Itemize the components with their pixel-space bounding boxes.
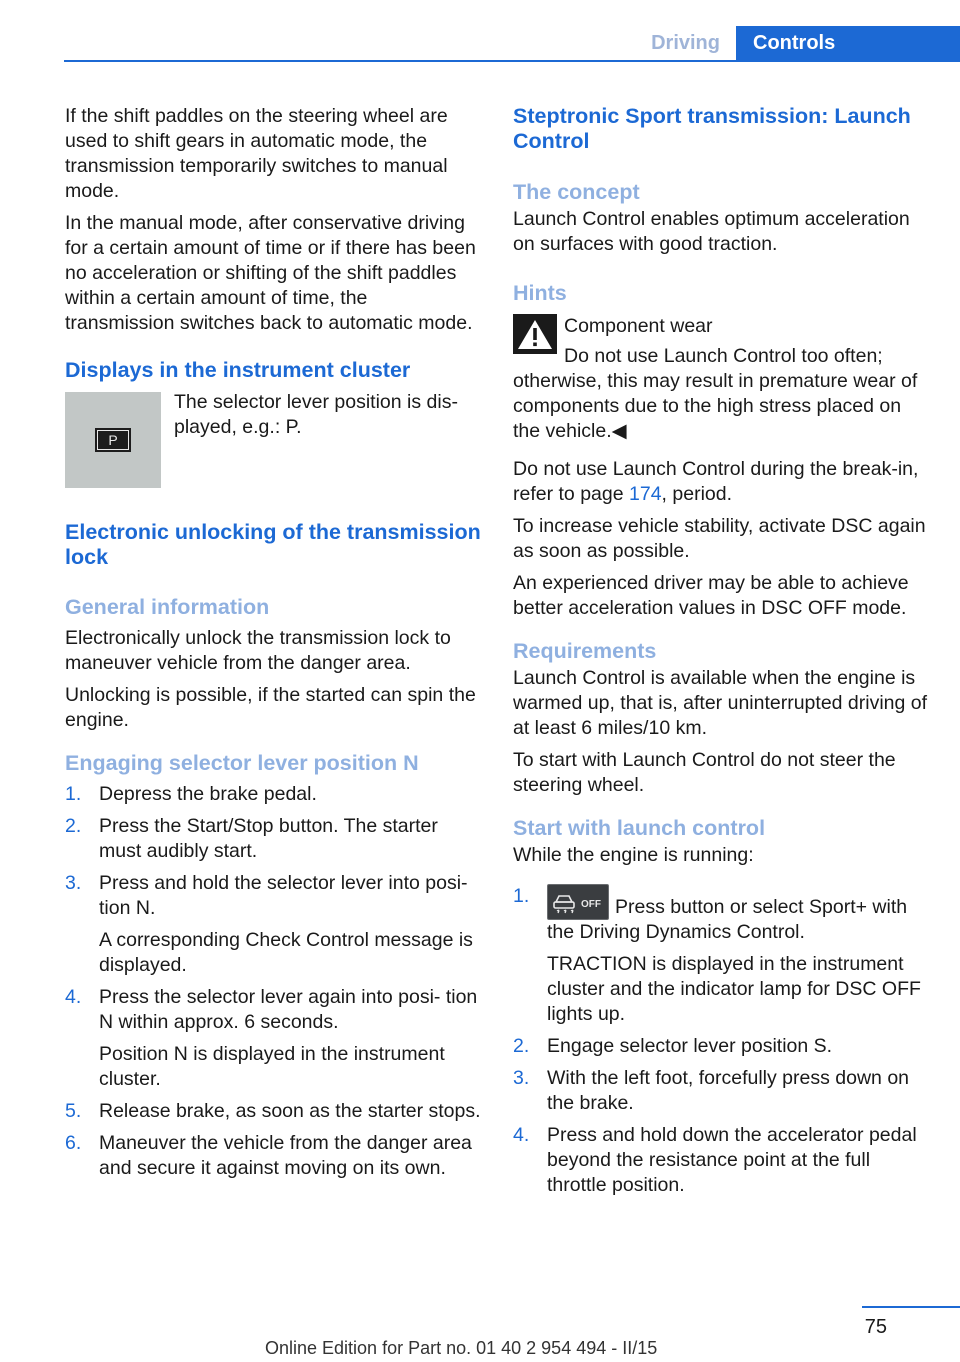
button-label: OFF [581, 899, 601, 910]
paragraph: If the shift paddles on the steering wheel are used to shift gears in automatic mode, the transmission temporarily switches to manual mode. [65, 105, 448, 202]
list-number: 2. [513, 1035, 530, 1057]
heading-engaging-n: Engaging selector lever position N [65, 751, 419, 775]
list-text: Release brake, as soon as the starter stops. [99, 1100, 481, 1122]
page-number: 75 [864, 1316, 887, 1338]
list-subtext: Position N is displayed in the instrument cluster. [99, 1043, 445, 1090]
page-header [64, 26, 960, 62]
left-column [65, 104, 481, 1188]
footer-rule [862, 1306, 960, 1308]
heading-general-information: General information [65, 595, 270, 619]
list-item [513, 884, 929, 1027]
list-item [65, 1131, 481, 1181]
paragraph: Unlocking is possible, if the started can spin the engine. [65, 684, 476, 731]
warning-icon [513, 314, 557, 354]
paragraph: While the engine is running: [513, 844, 754, 866]
heading-launch-control: Steptronic Sport transmission: Launch Control [513, 104, 911, 153]
list-number: 3. [513, 1067, 530, 1089]
list-text: Press and hold the selector lever into posi‐ tion N. [99, 872, 468, 919]
heading-start-launch: Start with launch control [513, 816, 766, 840]
list-text: Engage selector lever position S. [547, 1035, 833, 1057]
heading-requirements: Requirements [513, 639, 657, 663]
list-text: Press the selector lever again into posi‐ tion N within approx. 6 seconds. [99, 986, 478, 1033]
paragraph: To increase vehicle stability, activate DSC again as soon as possible. [513, 515, 926, 562]
warning-hint [513, 314, 929, 339]
section-tab-driving[interactable]: Driving [651, 32, 720, 54]
footer-edition: Online Edition for Part no. 01 40 2 954 494 - II/15 [265, 1338, 658, 1358]
list-subtext: TRACTION is displayed in the instrument cluster and the indicator lamp for DSC OFF lights up. [547, 953, 921, 1025]
text: Do not use Launch Control during the break-in, refer to page [513, 458, 919, 505]
list-item [65, 1099, 481, 1124]
paragraph [513, 457, 929, 507]
list-number: 4. [65, 986, 82, 1008]
car-skid-icon [548, 885, 608, 919]
steps-list-launch [513, 884, 929, 1198]
paragraph: An experienced driver may be able to achieve better acceleration values in DSC OFF mode. [513, 572, 909, 619]
list-item [65, 985, 481, 1092]
list-item [513, 1066, 929, 1116]
list-number: 1. [513, 885, 530, 907]
dsc-off-button-icon [547, 884, 609, 920]
display-description: The selector lever position is dis‐ played, e.g.: P. [174, 391, 458, 438]
list-text: Maneuver the vehicle from the danger area and secure it against moving on its own. [99, 1132, 472, 1179]
list-text: Press the Start/Stop button. The starter must audibly start. [99, 815, 438, 862]
list-number: 1. [65, 783, 82, 805]
heading-hints: Hints [513, 281, 567, 305]
list-number: 5. [65, 1100, 82, 1122]
list-item [65, 871, 481, 978]
heading-displays: Displays in the instrument cluster [65, 358, 411, 382]
display-block [65, 392, 481, 492]
list-text: Press and hold down the accelerator pedal beyond the resistance point at the full throttle position. [547, 1124, 917, 1196]
steps-list-engaging [65, 782, 481, 1181]
list-number: 4. [513, 1124, 530, 1146]
hint-body: Do not use Launch Control too often; otherwise, this may result in premature wear of components due to the high stress placed on the vehicle.◀ [513, 345, 918, 442]
list-text: Depress the brake pedal. [99, 783, 317, 805]
paragraph: Electronically unlock the transmission lock to maneuver vehicle from the danger area. [65, 627, 451, 674]
list-number: 6. [65, 1132, 82, 1154]
list-number: 3. [65, 872, 82, 894]
paragraph: Launch Control is available when the engine is warmed up, that is, after uninterrupted driving of at least 6 miles/10 km. [513, 667, 928, 739]
list-text: With the left foot, forcefully press down on the brake. [547, 1067, 910, 1114]
list-text: Press button or select Sport+ with the Driving Dynamics Control. [547, 896, 908, 943]
list-subtext: A corresponding Check Control message is displayed. [99, 929, 473, 976]
instrument-cluster-image [65, 392, 161, 488]
heading-electronic-unlocking: Electronic unlocking of the transmission lock [65, 520, 481, 569]
paragraph: In the manual mode, after conservative driving for a certain amount of time or if there has been no acceleration or shifting of the shift paddles within a certain amount of time, the transmission switches back to automatic mode. [65, 212, 476, 334]
list-item [513, 1034, 929, 1059]
right-column [513, 104, 929, 1205]
hint-title: Component wear [564, 315, 713, 337]
paragraph: Launch Control enables optimum acceleration on surfaces with good traction. [513, 208, 910, 255]
paragraph: To start with Launch Control do not steer the steering wheel. [513, 749, 896, 796]
list-item [513, 1123, 929, 1198]
chapter-tab-controls[interactable]: Controls [736, 26, 960, 62]
text: , period. [661, 483, 733, 505]
list-item [65, 814, 481, 864]
selector-position-indicator: P [97, 430, 129, 450]
list-number: 2. [65, 815, 82, 837]
heading-concept: The concept [513, 180, 640, 204]
page-link[interactable]: 174 [629, 483, 662, 505]
list-item [65, 782, 481, 807]
header-rule [64, 60, 960, 62]
